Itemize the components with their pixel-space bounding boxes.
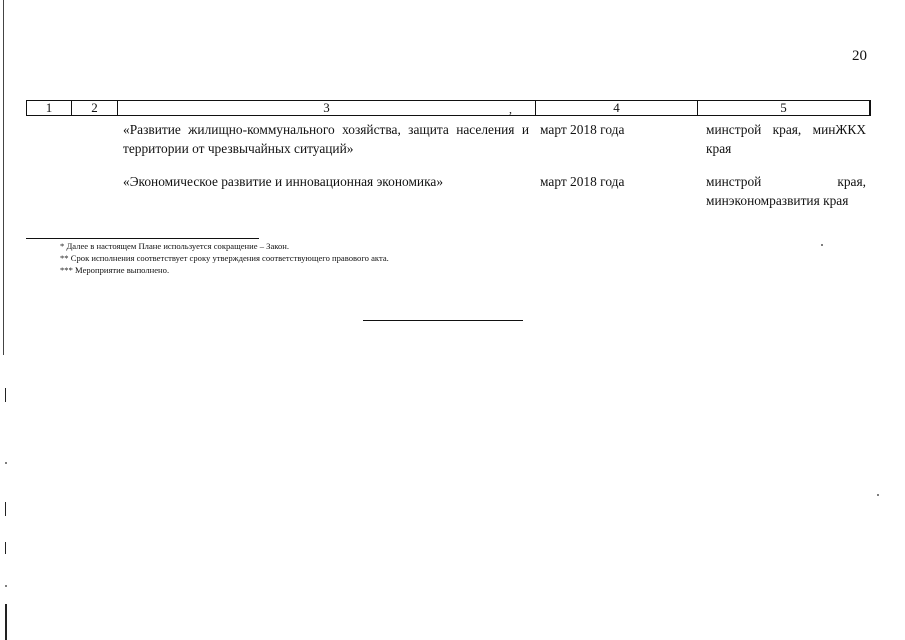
- column-number: 1: [27, 101, 72, 115]
- column-number: 5: [698, 101, 870, 115]
- page-number: 20: [852, 48, 867, 64]
- scan-speck: [5, 462, 7, 464]
- header-mark: ,: [509, 102, 512, 116]
- footnote: * Далее в настоящем Плане используется сокращение – Закон.: [60, 241, 290, 251]
- end-of-document-rule: [363, 320, 523, 321]
- table-cell-program: «Развитие жилищно-коммунального хозяйства, защита населения и территории от чрезвычайных ситуаций»: [123, 122, 529, 156]
- column-number: 2: [72, 101, 118, 115]
- table-cell-program: «Экономическое развитие и инновационная экономика»: [123, 174, 444, 189]
- footnote: *** Мероприятие выполнено.: [60, 265, 170, 275]
- footnote-separator: [26, 238, 259, 239]
- table-column-number-row: [26, 100, 871, 116]
- scan-edge-mark: [3, 0, 4, 355]
- footnote: ** Срок исполнения соответствует сроку утверждения соответствующего правового акта.: [60, 253, 389, 263]
- footnotes: [60, 240, 389, 276]
- scan-edge-mark: [5, 502, 6, 516]
- table-cell-responsible: минстрой края, минэкономразвития края: [706, 174, 866, 208]
- table-cell-responsible: минстрой края, минЖКХ края: [706, 122, 866, 156]
- table-cell-deadline: март 2018 года: [540, 122, 625, 137]
- scan-edge-mark: [5, 542, 6, 554]
- scan-speck: [877, 494, 879, 496]
- scan-speck: [821, 244, 823, 246]
- scan-edge-mark: [5, 388, 6, 402]
- column-number: 4: [536, 101, 698, 115]
- column-number: 3: [118, 101, 536, 115]
- table-cell-deadline: март 2018 года: [540, 174, 625, 189]
- scan-speck: [5, 585, 7, 587]
- scan-edge-mark: [5, 604, 7, 640]
